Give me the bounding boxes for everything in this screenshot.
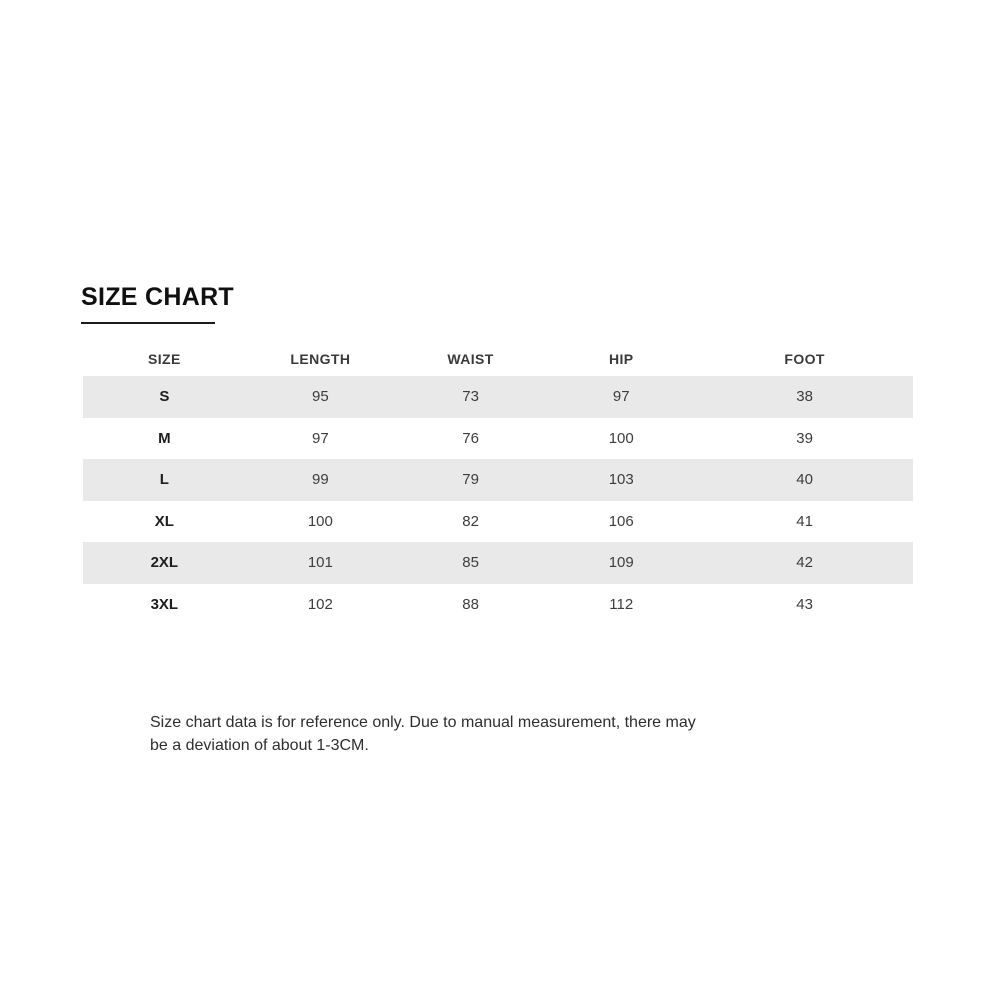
cell-waist: 79 [462, 471, 479, 489]
cell-foot: 38 [796, 388, 813, 406]
cell-size: XL [154, 512, 174, 530]
cell-hip: 97 [612, 388, 630, 406]
cell-size: S [159, 388, 170, 406]
cell-length: 102 [307, 595, 333, 613]
cell-foot: 39 [796, 429, 813, 447]
cell-waist: 73 [462, 388, 479, 406]
cell-length: 101 [307, 554, 333, 572]
cell-waist: 85 [462, 554, 479, 572]
cell-length: 100 [307, 512, 333, 530]
cell-hip: 100 [608, 429, 634, 447]
size-chart-table [83, 341, 913, 625]
table-row [83, 459, 913, 501]
cell-waist: 76 [462, 429, 479, 447]
cell-foot: 42 [796, 554, 813, 572]
column-header-size: SIZE [147, 350, 181, 367]
cell-hip: 112 [609, 595, 634, 613]
cell-hip: 106 [608, 512, 634, 530]
cell-hip: 109 [608, 554, 634, 572]
column-header-foot: FOOT [784, 350, 825, 367]
disclaimer-line-2: be a deviation of about 1-3CM. [150, 737, 369, 754]
cell-hip: 103 [608, 471, 634, 489]
cell-size: 3XL [150, 595, 179, 613]
page-title: SIZE CHART [81, 283, 234, 311]
table-row [83, 418, 913, 460]
cell-size: L [159, 471, 169, 489]
title-underline [81, 322, 215, 324]
column-header-hip: HIP [608, 350, 634, 367]
table-row [83, 584, 913, 626]
cell-length: 99 [312, 471, 329, 489]
cell-size: M [158, 429, 171, 447]
cell-length: 95 [312, 388, 329, 406]
column-header-waist: WAIST [447, 350, 494, 367]
disclaimer-note [150, 711, 810, 757]
table-row [83, 376, 913, 418]
cell-foot: 40 [796, 471, 813, 489]
cell-size: 2XL [150, 554, 179, 572]
table-header-row [83, 341, 913, 376]
cell-foot: 43 [796, 595, 813, 613]
disclaimer-line-1: Size chart data is for reference only. Due to manual measurement, there may [150, 714, 696, 731]
cell-length: 97 [312, 429, 329, 447]
table-row [83, 542, 913, 584]
cell-waist: 82 [462, 512, 479, 530]
table-row [83, 501, 913, 543]
cell-waist: 88 [462, 595, 479, 613]
column-header-length: LENGTH [290, 350, 351, 367]
cell-foot: 41 [796, 512, 813, 530]
